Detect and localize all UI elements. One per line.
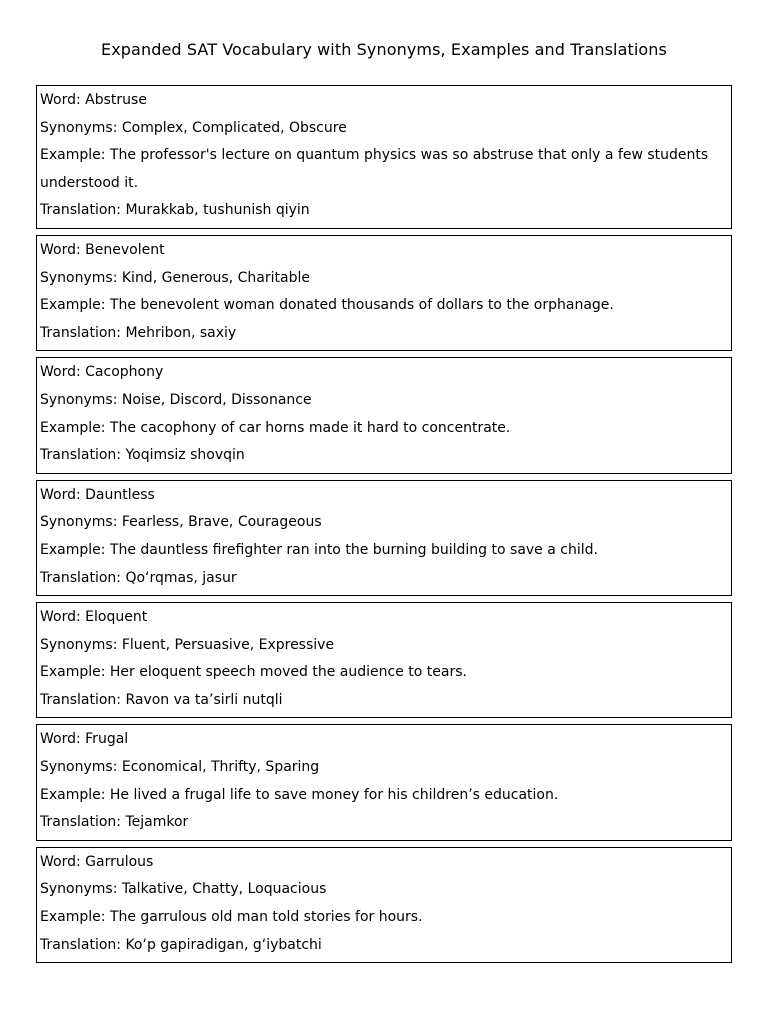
entry-translation: Translation: Tejamkor — [40, 814, 189, 831]
vocab-entry-benevolent — [36, 235, 732, 351]
entry-example: Example: The benevolent woman donated thousands of dollars to the orphanage. — [40, 297, 614, 314]
entry-example: Example: He lived a frugal life to save money for his children’s education. — [40, 786, 559, 803]
vocabulary-list — [36, 85, 732, 969]
entry-synonyms: Synonyms: Fearless, Brave, Courageous — [40, 514, 322, 531]
entry-word: Word: Dauntless — [40, 486, 155, 503]
vocab-entry-garrulous — [36, 847, 732, 963]
vocab-entry-cacophony — [36, 357, 732, 473]
entry-word: Word: Cacophony — [40, 364, 164, 381]
vocab-entry-eloquent — [36, 602, 732, 718]
entry-synonyms: Synonyms: Economical, Thrifty, Sparing — [40, 759, 320, 776]
entry-word: Word: Garrulous — [40, 853, 154, 870]
entry-translation: Translation: Ko‘p gapiradigan, g‘iybatchi — [40, 936, 322, 953]
entry-example: Example: The garrulous old man told stories for hours. — [40, 909, 423, 926]
entry-synonyms: Synonyms: Talkative, Chatty, Loquacious — [40, 881, 327, 898]
page-title: Expanded SAT Vocabulary with Synonyms, Examples and Translations — [101, 40, 667, 59]
vocab-entry-frugal — [36, 724, 732, 840]
entry-synonyms: Synonyms: Kind, Generous, Charitable — [40, 269, 310, 286]
entry-example: Example: The dauntless firefighter ran into the burning building to save a child. — [40, 541, 598, 558]
entry-example: Example: Her eloquent speech moved the audience to tears. — [40, 664, 467, 681]
entry-word: Word: Benevolent — [40, 241, 165, 258]
entry-translation: Translation: Yoqimsiz shovqin — [40, 447, 245, 464]
entry-synonyms: Synonyms: Noise, Discord, Dissonance — [40, 391, 312, 408]
entry-translation: Translation: Qo‘rqmas, jasur — [40, 569, 237, 586]
entry-word: Word: Frugal — [40, 731, 129, 748]
vocab-entry-dauntless — [36, 480, 732, 596]
entry-synonyms: Synonyms: Complex, Complicated, Obscure — [40, 119, 347, 136]
vocab-entry-abstruse — [36, 85, 732, 229]
entry-word: Word: Eloquent — [40, 609, 148, 626]
entry-example: Example: The cacophony of car horns made it hard to concentrate. — [40, 419, 511, 436]
entry-example: Example: The professor's lecture on quantum physics was so abstruse that only a few students understood it. — [40, 147, 709, 191]
entry-word: Word: Abstruse — [40, 92, 147, 108]
entry-synonyms: Synonyms: Fluent, Persuasive, Expressive — [40, 636, 335, 653]
entry-translation: Translation: Ravon va ta’sirli nutqli — [40, 691, 283, 708]
entry-translation: Translation: Murakkab, tushunish qiyin — [40, 202, 310, 219]
entry-translation: Translation: Mehribon, saxiy — [40, 324, 237, 341]
